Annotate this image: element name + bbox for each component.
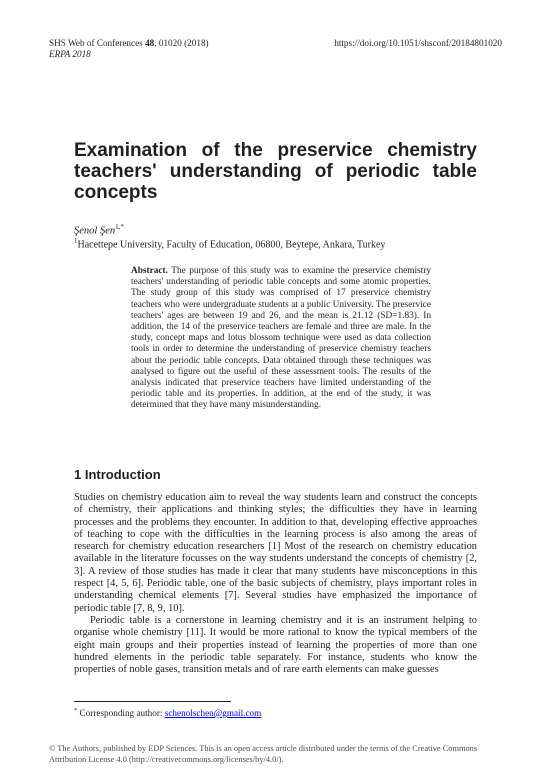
footnote — [74, 707, 261, 718]
article-number: , 01020 (2018) — [154, 38, 209, 48]
license-notice — [49, 744, 509, 765]
doi-link[interactable]: https://doi.org/10.1051/shsconf/20184801020 — [334, 38, 502, 48]
affiliation-mark: 1 — [74, 237, 78, 245]
author-marks: 1,* — [115, 223, 124, 231]
license-line: Attribution License 4.0 (http://creativecommons.org/licenses/by/4.0/). — [49, 754, 284, 764]
event-name: ERPA 2018 — [49, 49, 91, 59]
title-line: concepts — [74, 182, 158, 203]
affiliation — [74, 237, 385, 250]
email-link[interactable]: schenolschen@gmail.com — [164, 708, 262, 719]
affiliation-text: Hacettepe University, Faculty of Education, 06800, Beytepe, Ankara, Turkey — [77, 239, 386, 251]
conference-name: SHS Web of Conferences — [49, 38, 143, 48]
abstract — [131, 266, 431, 412]
footnote-mark: * — [74, 707, 78, 714]
section-heading: 1 Introduction — [74, 467, 161, 482]
author-line — [74, 223, 124, 237]
abstract-label: Abstract. — [131, 266, 168, 276]
license-line: © The Authors, published by EDP Sciences. This is an open access article distributed under the terms of the Creative Commons — [49, 744, 478, 753]
author-name: Şenol Şen — [74, 225, 116, 237]
body-text — [74, 492, 477, 676]
abstract-text: The purpose of this study was to examine the preservice chemistry teachers' understanding of periodic table concepts and some atomic properties. The study group of this study was comprised of 17 preservice chemistry teachers who were undergraduate students at a public University. The preservice teachers' ages are between 19 and 26, and the mean is 21.12 (SD=1.83). In addition, the 14 of the preservice teachers are female and three are male. In the study, concept maps and lotus blossom technique were used as data collection tools in order to determine the understanding of preservice chemistry teachers about the periodic table concepts. Data obtained through these techniques was analysed to figure out the useful of these assessment tools. The results of the analysis indicated that preservice teachers have limited understanding of the periodic table and its properties. In addition, at the end of the study, it was determined that they have many misunderstanding. — [131, 266, 431, 411]
paragraph: Periodic table is a cornerstone in learning chemistry and it is an instrument helping to organise whole chemistry [11]. It would be more rational to know the typical members of the eight main groups and their properties instead of learning the properties of more than one hundred elements in the periodic table separately. For instance, students who know the properties of noble gases, transition metals and of rare earth elements can make guesses — [74, 614, 477, 676]
footnote-label: Corresponding author: — [79, 708, 165, 719]
title-line: teachers' understanding of periodic table — [74, 161, 477, 182]
footnote-divider — [74, 701, 231, 702]
title-line: Examination of the preservice chemistry — [74, 140, 477, 161]
volume-number: 48 — [145, 38, 155, 48]
paragraph: Studies on chemistry education aim to reveal the way students learn and construct the concepts of chemistry, their applications and thinking styles; the difficulties they have in learning processes and the problems they encounter. In addition to that, developing effective approaches of teaching to cope with the difficulties in the learning process is also among the areas of research for chemistry education researchers [1] Most of the research on chemistry education available in the literature focusses on the way students understand the concepts of chemistry [2, 3]. A review of those studies has made it clear that many students have misconceptions in this respect [4, 5, 6]. Periodic table, one of the basic subjects of chemistry, plays important roles in understanding chemical elements [7]. Several studies have emphasized the importance of periodic table [7, 8, 9, 10]. — [74, 492, 477, 614]
paper-title — [74, 140, 477, 203]
running-header-left — [49, 38, 209, 60]
